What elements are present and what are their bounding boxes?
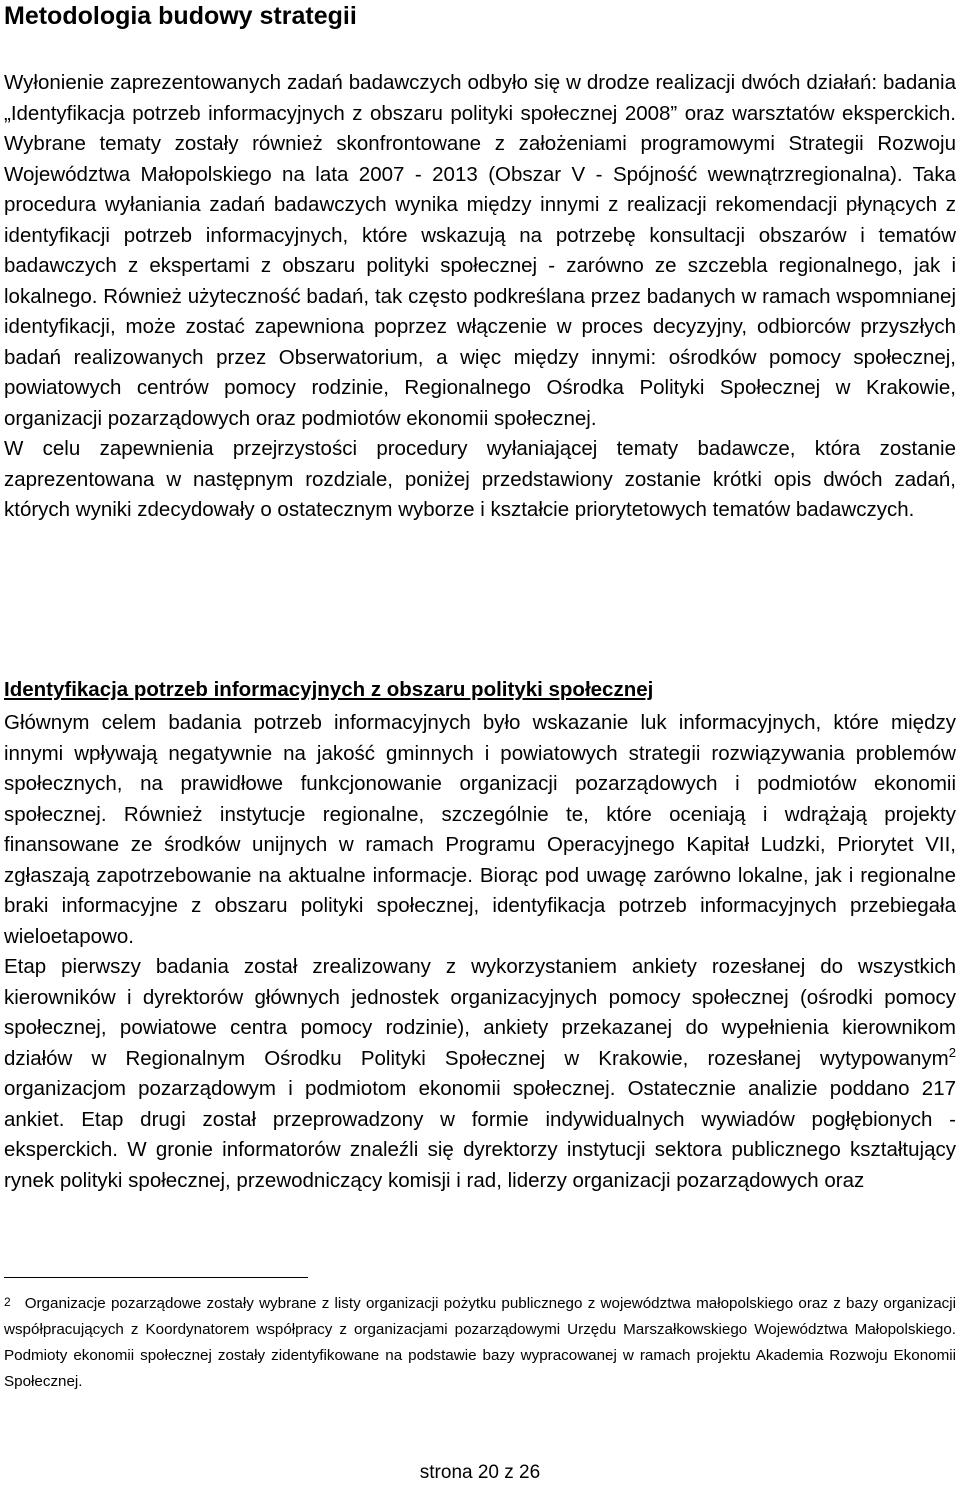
section-identification bbox=[4, 708, 956, 1196]
footnote bbox=[4, 1291, 956, 1395]
footnote-separator bbox=[4, 1277, 308, 1278]
section-heading: Identyfikacja potrzeb informacyjnych z obszaru polityki społecznej bbox=[4, 678, 654, 701]
footnote-text-block bbox=[4, 1291, 956, 1395]
footnote-text: Organizacje pozarządowe zostały wybrane z listy organizacji pożytku publicznego z województwa małopolskiego oraz z bazy organizacji współpracujących z Koordynatorem współpracy z organizacjami pozarządowymi Urzędu Marszałkowskiego Województwa Małopolskiego. Podmioty ekonomii społecznej zostały zidentyfikowane na podstawie bazy wypracowanej w ramach projektu Akademia Rozwoju Ekonomii Społecznej. bbox=[4, 1295, 956, 1390]
paragraph-text: Etap pierwszy badania został zrealizowany z wykorzystaniem ankiety rozesłanej do wszystkich kierowników i dyrektorów głównych jednostek organizacyjnych pomocy społecznej (ośrodki pomocy społecznej, powiatowe centra pomocy rodzinie), ankiety przekazanej do wypełnienia kierownikom działów w Regionalnym Ośrodku Polityki Społecznej w Krakowie, rozesłanej wytypowanym bbox=[4, 955, 956, 1070]
paragraph-text: organizacjom pozarządowym i podmiotom ekonomii społecznej. Ostatecznie analizie poddano 217 ankiet. Etap drugi został przeprowadzony w formie indywidualnych wywiadów pogłębionych - eksperckich. W gronie informatorów znaleźli się dyrektorzy instytucji sektora publicznego kształtujący rynek polityki społecznej, przewodniczący komisji i rad, liderzy organizacji pozarządowych oraz bbox=[4, 1077, 956, 1192]
paragraph: Głównym celem badania potrzeb informacyjnych było wskazanie luk informacyjnych, które między innymi wpływają negatywnie na jakość gminnych i powiatowych strategii rozwiązywania problemów społecznych, na prawidłowe funkcjonowanie organizacji pozarządowych i podmiotów ekonomii społecznej. Również instytucje regionalne, szczególnie te, które oceniają i wdrążają projekty finansowane ze środków unijnych w ramach Programu Operacyjnego Kapitał Ludzki, Priorytet VII, zgłaszają zapotrzebowanie na aktualne informacje. Biorąc pod uwagę zarówno lokalne, jak i regionalne braki informacyjne z obszaru polityki społecznej, identyfikacja potrzeb informacyjnych przebiegała wieloetapowo. bbox=[4, 711, 956, 948]
paragraph: W celu zapewnienia przejrzystości procedury wyłaniającej tematy badawcze, która zostanie zaprezentowana w następnym rozdziale, poniżej przedstawiony zostanie krótki opis dwóch zadań, których wyniki zdecydowały o ostatecznym wyborze i kształcie priorytetowych tematów badawczych. bbox=[4, 437, 956, 521]
section-methodology bbox=[4, 68, 956, 526]
page-number: strona 20 z 26 bbox=[419, 1462, 541, 1483]
footnote-marker: 2 bbox=[4, 1295, 11, 1309]
paragraph bbox=[4, 952, 956, 1196]
paragraph: Wyłonienie zaprezentowanych zadań badawczych odbyło się w drodze realizacji dwóch działań: badania „Identyfikacja potrzeb informacyjnych z obszaru polityki społecznej 2008” oraz warsztatów eksperckich. Wybrane tematy zostały również skonfrontowane z założeniami programowymi Strategii Rozwoju Województwa Małopolskiego na lata 2007 - 2013 (Obszar V - Spójność wewnątrzregionalna). Taka procedura wyłaniania zadań badawczych wynika między innymi z realizacji rekomendacji płynących z identyfikacji potrzeb informacyjnych, które wskazują na potrzebę konsultacji obszarów i tematów badawczych z ekspertami z obszaru polityki społecznej - zarówno ze szczebla regionalnego, jak i lokalnego. Również użyteczność badań, tak często podkreślana przez badanych w ramach wspomnianej identyfikacji, może zostać zapewniona poprzez włączenie w proces decyzyjny, odbiorców przyszłych badań realizowanych przez Obserwatorium, a więc między innymi: ośrodków pomocy społecznej, powiatowych centrów pomocy rodzinie, Regionalnego Ośrodka Polityki Społecznej w Krakowie, organizacji pozarządowych oraz podmiotów ekonomii społecznej. bbox=[4, 71, 956, 430]
footnote-reference[interactable]: 2 bbox=[948, 1044, 956, 1060]
page-title: Metodologia budowy strategii bbox=[4, 2, 357, 30]
